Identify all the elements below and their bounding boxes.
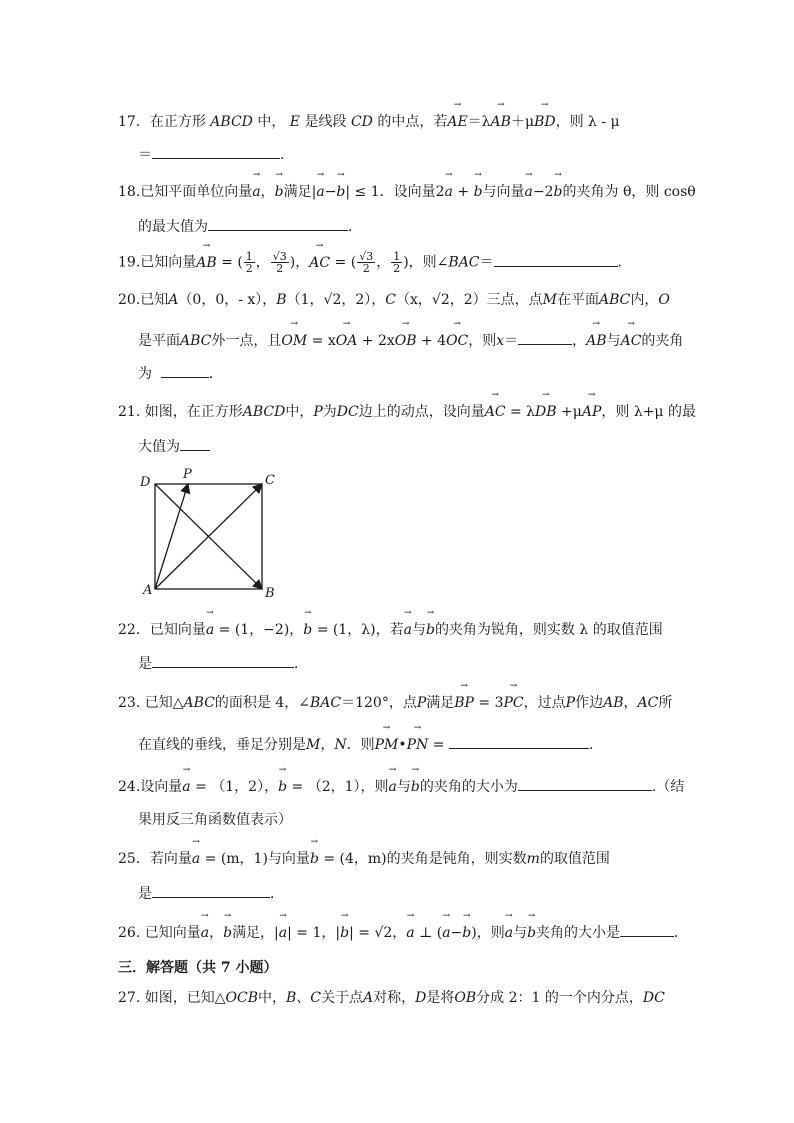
problem-25-line-1: 25．若向量→ a = (m，1)与向量→ b = (4，m)的夹角是钝角，则实数m的取值范围	[118, 849, 610, 869]
section-title: 三．解答题（共 7 小题）	[118, 960, 278, 976]
problem-27-line-1: 27. 如图，已知△OCB中，B、C关于点A对称，D是将OB分成 2：1 的一个内分点，DC	[118, 990, 665, 1006]
answer-blank[interactable]	[518, 330, 572, 345]
answer-blank[interactable]	[620, 922, 674, 937]
answer-blank[interactable]	[494, 252, 618, 267]
problem-21-line-2: 大值为	[138, 436, 210, 457]
problem-20-line-1: 20.已知A（0，0，- x），B（1，√2，2），C（x，√2，2）三点，点M在平面ABC内，O	[118, 292, 670, 308]
problem-22-line-1: 22．已知向量→ a = (1，−2)，→ b = (1，λ)，若→ a与→ b的夹角为锐角，则实数 λ 的取值范围	[118, 620, 663, 640]
vector-bd: → BD	[534, 112, 556, 132]
answer-blank[interactable]	[208, 216, 348, 231]
square-vector-diagram	[138, 462, 288, 604]
problem-23-line-1: 23. 已知△ABC的面积是 4，∠BAC＝120°，点P满足→ BP = 3→ PC，过点P作边AB，AC所	[118, 693, 672, 713]
problem-18-line-2: 的最大值为 ．	[138, 216, 362, 237]
answer-blank[interactable]	[161, 363, 209, 378]
problem-20-line-2: 是平面ABC外一点，且→ OM = x→ OA + 2x→ OB + 4→ OC，则x＝ ，→ AB与→ AC的夹角	[138, 330, 683, 351]
problem-24-line-2: 果用反三角函数值表示）	[138, 812, 292, 828]
label-p: P	[183, 467, 192, 482]
problem-17-line-2: ＝ ．	[138, 144, 294, 165]
problem-23-line-2: 在直线的垂线，垂足分别是M，N．则→ PM•→ PN = ．	[138, 734, 603, 755]
answer-blank[interactable]	[449, 734, 589, 749]
problem-19: 19.已知向量→ AB = ( $\frac{1}{2}$ ， $\frac{√3}{2}$ )，→ AC = ( $\frac{√3}{2}$ ， $\frac{1}{2}$ )，则∠BAC＝ ．	[118, 251, 632, 274]
problem-22-line-2: 是 ．	[138, 653, 308, 674]
problem-20-line-3: 为 ．	[138, 363, 223, 384]
problem-24-line-1: 24.设向量→ a = （1，2），→ b = （2，1），则→ a与→ b的夹角的大小为 .（结	[118, 776, 684, 797]
answer-blank[interactable]	[152, 653, 294, 668]
vector-ae: → AE	[447, 112, 467, 132]
answer-blank[interactable]	[152, 144, 280, 159]
problem-21-line-1: 21. 如图，在正方形ABCD中，P为DC边上的动点，设向量→ AC = λ→ DB +μ→ AP，则 λ+μ 的最	[118, 402, 696, 422]
problem-26: 26. 已知向量→ a，→ b满足，|→ a| = 1，|→ b| = √2，→ a ⊥ (→ a−→ b)，则→ a与→ b夹角的大小是 ．	[118, 922, 688, 943]
problem-18-line-1: 18.已知平面单位向量→ a，→ b满足|→ a−→ b| ≤ 1．设向量2→ a + → b与向量→ a−2→ b的夹角为 θ，则 cosθ	[118, 182, 696, 202]
label-b: B	[265, 586, 275, 601]
label-c: C	[265, 473, 275, 488]
vector-ab: → AB	[491, 112, 511, 132]
label-d: D	[140, 475, 151, 490]
answer-blank[interactable]	[152, 883, 270, 898]
answer-blank[interactable]	[180, 436, 210, 451]
answer-blank[interactable]	[518, 776, 652, 791]
label-a: A	[143, 583, 153, 598]
problem-25-line-2: 是 ．	[138, 883, 284, 904]
problem-17-line-1: 17．在正方形 ABCD 中， E 是线段 CD 的中点，若→ AE＝λ→ AB＋μ→ BD，则 λ - μ	[118, 112, 620, 132]
